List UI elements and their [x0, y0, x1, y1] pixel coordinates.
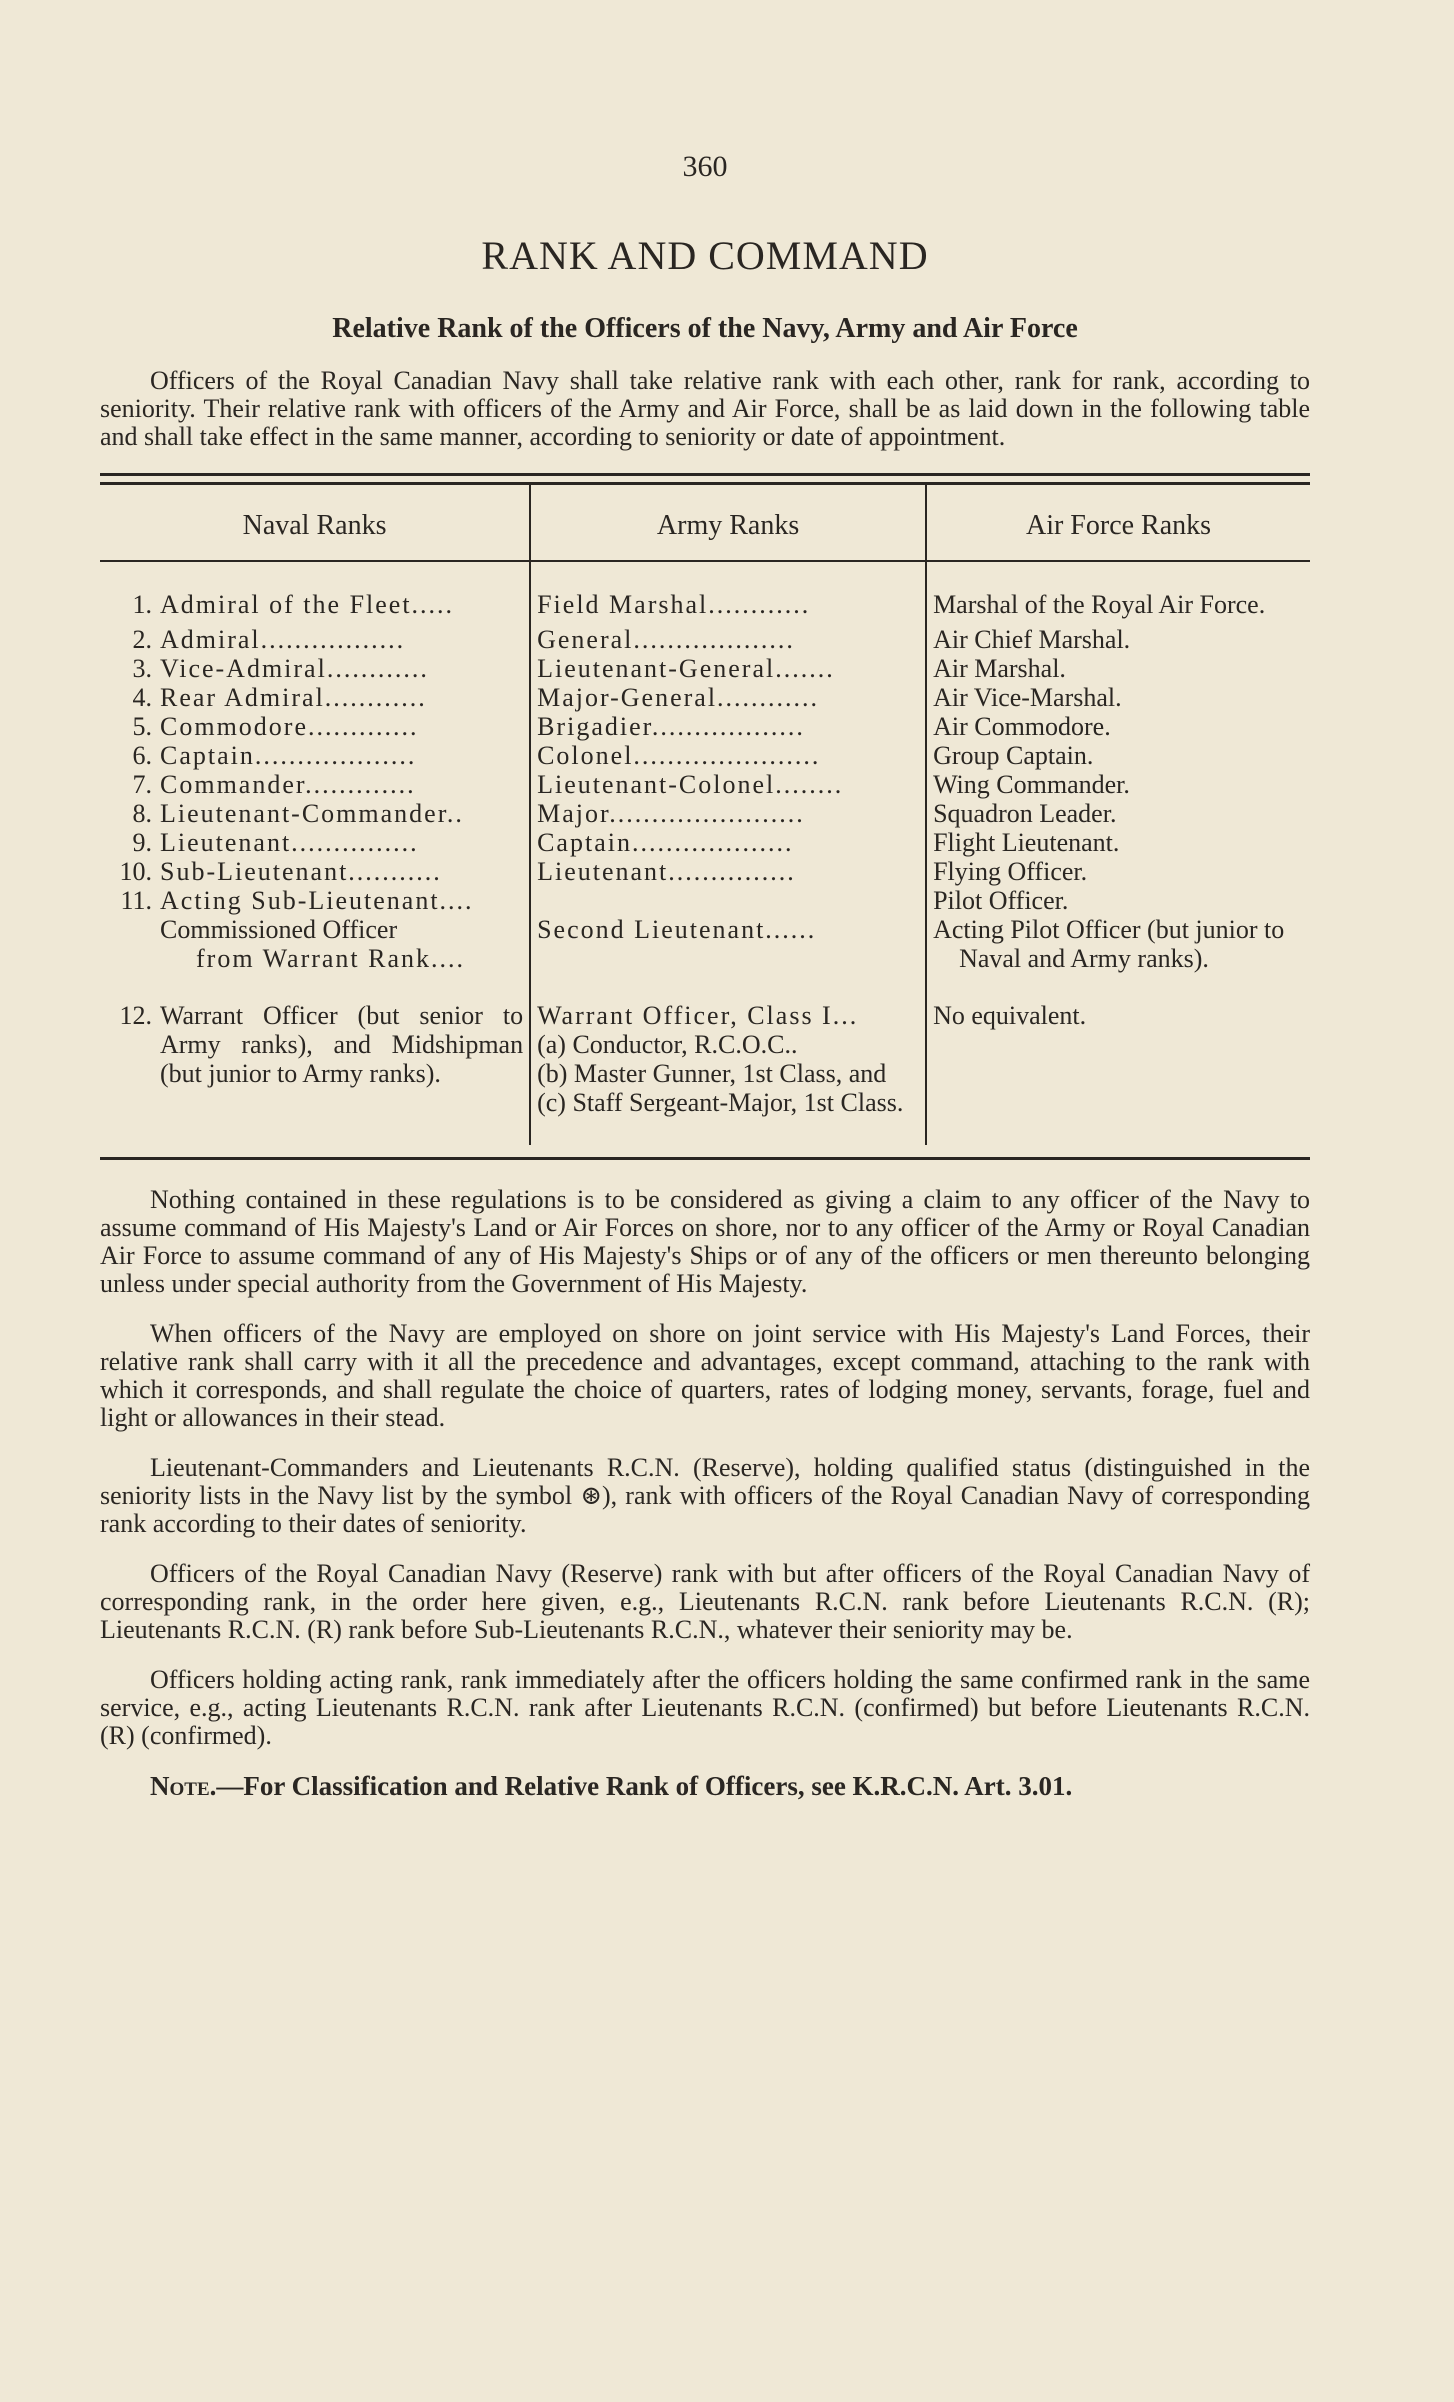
air-rank: Air Chief Marshal. — [933, 625, 1131, 654]
army-rank: (c) Staff Sergeant-Major, 1st Class. — [537, 1088, 904, 1117]
air-rank: Squadron Leader. — [933, 799, 1117, 828]
naval-rank: Acting Sub-Lieutenant.... — [160, 886, 474, 915]
naval-rank: from Warrant Rank.... — [196, 944, 466, 973]
table-row: 7. Commander............. Lieutenant-Colonel........ Wing Commander. — [100, 770, 1310, 799]
table-row: 9. Lieutenant............... Captain................... Flight Lieutenant. — [100, 828, 1310, 857]
air-rank: Acting Pilot Officer (but junior to Naval and Army ranks). — [933, 915, 1285, 973]
army-rank: Major-General............ — [537, 683, 820, 712]
table-row: 12. Warrant Officer (but senior to Army ranks), and Midshipman (but junior to Army ranks). Warrant Officer, Class I... (a) Conductor, R.C.O.C.. (b) Master Gunner, 1st Class, and (c) Staff Sergeant-Major, 1st Class. No equivalent. — [100, 1001, 1310, 1117]
table-row: 5. Commodore............. Brigadier.................. Air Commodore. — [100, 712, 1310, 741]
naval-rank: Vice-Admiral............ — [160, 654, 429, 683]
table-bottom-rule — [100, 1157, 1310, 1160]
page-number: 360 — [682, 150, 728, 183]
army-rank: Lieutenant-General....... — [537, 654, 835, 683]
air-rank: Marshal of the Royal Air Force. — [933, 590, 1266, 619]
air-rank: Wing Commander. — [933, 770, 1130, 799]
army-rank: Colonel...................... — [537, 741, 821, 770]
air-rank: Flight Lieutenant. — [933, 828, 1120, 857]
header-air-force: Air Force Ranks — [926, 485, 1310, 561]
army-rank: Second Lieutenant...... — [537, 915, 817, 944]
note-text: —For Classification and Relative Rank of Officers, see K.R.C.N. Art. 3.01. — [216, 1771, 1073, 1801]
naval-rank: Warrant Officer (but senior to Army ranks), and Midshipman (but junior to Army ranks). — [160, 1001, 524, 1088]
army-rank: Captain................... — [537, 828, 794, 857]
footnote — [100, 1772, 1310, 1800]
body-paragraph: When officers of the Navy are employed on shore on joint service with His Majesty's Land Forces, their relative rank shall carry with it all the precedence and advantages, except command, attaching to the rank with which it corresponds, and shall regulate the choice of quarters, rates of lodging money, servants, forage, fuel and light or allowances in their stead. — [100, 1319, 1310, 1432]
table-row: 6. Captain................... Colonel...................... Group Captain. — [100, 741, 1310, 770]
army-rank: Brigadier.................. — [537, 712, 805, 741]
table-row: 11. Acting Sub-Lieutenant.... Commissioned Officer from Warrant Rank.... Second Lieutenant...... Pilot Officer. Acting Pilot Officer (but junior to Naval and Army ranks). — [100, 886, 1310, 973]
section-subtitle: Relative Rank of the Officers of the Navy, Army and Air Force — [332, 313, 1078, 344]
naval-rank: Rear Admiral............ — [160, 683, 427, 712]
page-title: RANK AND COMMAND — [481, 233, 929, 278]
table-row: 10. Sub-Lieutenant........... Lieutenant............... Flying Officer. — [100, 857, 1310, 886]
table-row: 8. Lieutenant-Commander.. Major....................... Squadron Leader. — [100, 799, 1310, 828]
naval-rank: Commodore............. — [160, 712, 419, 741]
air-rank: Group Captain. — [933, 741, 1094, 770]
header-naval: Naval Ranks — [100, 485, 530, 561]
table-row: 1. Admiral of the Fleet..... Field Marshal............ Marshal of the Royal Air Force. — [100, 590, 1310, 619]
intro-paragraph: Officers of the Royal Canadian Navy shall take relative rank with each other, rank for rank, according to seniority. Their relative rank with officers of the Army and Air Force, shall be as laid down in the following table and shall take effect in the same manner, according to seniority or date of appointment. — [100, 366, 1310, 451]
army-rank: (b) Master Gunner, 1st Class, and — [537, 1059, 887, 1088]
army-rank: Major....................... — [537, 799, 805, 828]
body-paragraph: Officers of the Royal Canadian Navy (Reserve) rank with but after officers of the Royal Canadian Navy of corresponding rank, in the order here given, e.g., Lieutenants R.C.N. rank before Lieutenants R.C.N. (R); Lieutenants R.C.N. (R) rank before Sub-Lieutenants R.C.N., whatever their seniority may be. — [100, 1559, 1310, 1644]
naval-rank: Sub-Lieutenant........... — [160, 857, 442, 886]
air-rank: No equivalent. — [933, 1001, 1087, 1030]
army-rank: Field Marshal............ — [537, 590, 811, 619]
naval-rank: Commissioned Officer — [160, 915, 398, 944]
table-row: 4. Rear Admiral............ Major-General............ Air Vice-Marshal. — [100, 683, 1310, 712]
air-rank: Air Commodore. — [933, 712, 1111, 741]
air-rank: Pilot Officer. — [933, 886, 1069, 915]
header-army: Army Ranks — [530, 485, 926, 561]
body-paragraph: Lieutenant-Commanders and Lieutenants R.C.N. (Reserve), holding qualified status (distinguished in the seniority lists in the Navy list by the symbol ⊛), rank with officers of the Royal Canadian Navy of corresponding rank according to their dates of seniority. — [100, 1453, 1310, 1538]
table-row: 2. Admiral................. General................... Air Chief Marshal. — [100, 625, 1310, 654]
note-label: Note. — [150, 1771, 217, 1801]
naval-rank: Lieutenant-Commander.. — [160, 799, 464, 828]
army-rank: General................... — [537, 625, 795, 654]
relative-rank-table — [100, 485, 1310, 1145]
air-rank: Flying Officer. — [933, 857, 1088, 886]
document-page — [100, 150, 1310, 1800]
naval-rank: Commander............. — [160, 770, 416, 799]
body-paragraph: Nothing contained in these regulations is to be considered as giving a claim to any officer of the Navy to assume command of His Majesty's Land or Air Forces on shore, nor to any officer of the Army or Royal Canadian Air Force to assume command of any of His Majesty's Ships or of any of the officers or men thereunto belonging unless under special authority from the Government of His Majesty. — [100, 1185, 1310, 1298]
air-rank: Air Vice-Marshal. — [933, 683, 1122, 712]
army-rank: Warrant Officer, Class I... — [537, 1001, 859, 1030]
army-rank: (a) Conductor, R.C.O.C.. — [537, 1030, 798, 1059]
army-rank: Lieutenant-Colonel........ — [537, 770, 844, 799]
body-paragraph: Officers holding acting rank, rank immediately after the officers holding the same confirmed rank in the same service, e.g., acting Lieutenants R.C.N. rank after Lieutenants R.C.N. (confirmed) but before Lieutenants R.C.N. (R) (confirmed). — [100, 1665, 1310, 1750]
table-top-rule — [100, 473, 1310, 485]
naval-rank: Admiral of the Fleet..... — [160, 590, 455, 619]
army-rank: Lieutenant............... — [537, 857, 796, 886]
naval-rank: Lieutenant............... — [160, 828, 419, 857]
air-rank: Air Marshal. — [933, 654, 1066, 683]
naval-rank: Captain................... — [160, 741, 417, 770]
table-row: 3. Vice-Admiral............ Lieutenant-General....... Air Marshal. — [100, 654, 1310, 683]
table-header-row — [100, 485, 1310, 561]
naval-rank: Admiral................. — [160, 625, 406, 654]
